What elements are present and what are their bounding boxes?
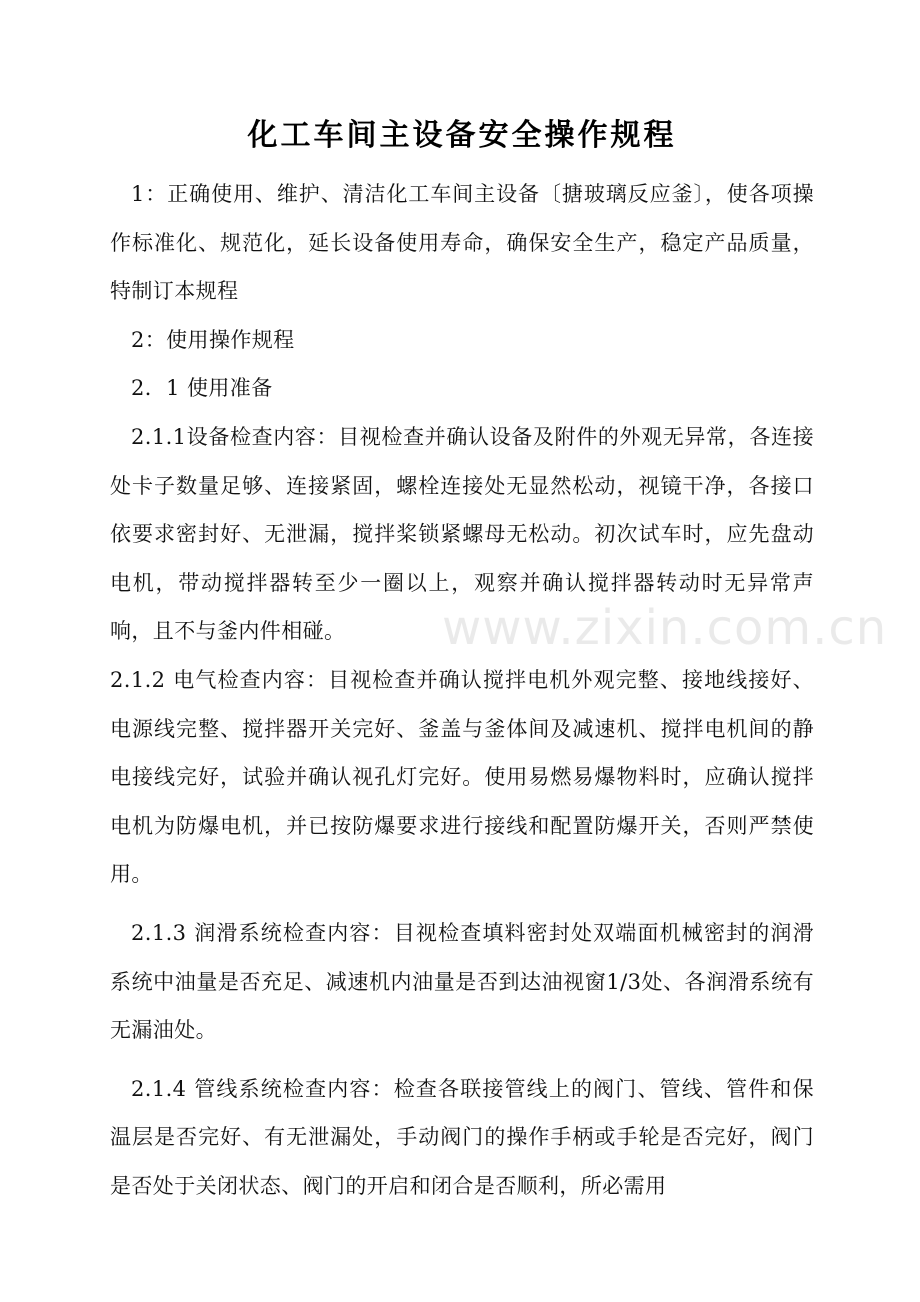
paragraph-section-2: 2：使用操作规程 <box>131 327 295 352</box>
watermark-text: www.zixin.com.cn <box>442 600 888 656</box>
paragraph-equipment-check: 2.1.1设备检查内容：目视检查并确认设备及附件的外观无异常，各连接处卡子数量足够、连接紧固，螺栓连接处无显然松动，视镜干净，各接口依要求密封好、无泄漏，搅拌桨锁紧螺母无松动。初次试车时，应先盘动电机，带动搅拌器转至少一圈以上，观察并确认搅拌器转动时无异常声响，且不与釜内件相碰。 <box>110 424 814 644</box>
paragraph-section-2-1: 2．1 使用准备 <box>131 376 273 401</box>
paragraph-electrical-check: 2.1.2 电气检查内容：目视检查并确认搅拌电机外观完整、接地线接好、电源线完整、搅拌器开关完好、釜盖与釜体间及减速机、搅拌电机间的静电接线完好，试验并确认视孔灯完好。使用易燃易爆物料时，应确认搅拌电机为防爆电机，并已按防爆要求进行接线和配置防爆开关，否则严禁使用。 <box>110 667 814 887</box>
paragraph-pipeline-check: 2.1.4 管线系统检查内容：检查各联接管线上的阀门、管线、管件和保温层是否完好、有无泄漏处，手动阀门的操作手柄或手轮是否完好，阀门是否处于关闭状态、阀门的开启和闭合是否顺利，所必需用 <box>110 1076 814 1198</box>
paragraph-lubrication-check: 2.1.3 润滑系统检查内容：目视检查填料密封处双端面机械密封的润滑系统中油量是否充足、减速机内油量是否到达油视窗1/3处、各润滑系统有无漏油处。 <box>110 920 814 1043</box>
paragraph-purpose: 1：正确使用、维护、清洁化工车间主设备〔搪玻璃反应釜〕，使各项操作标准化、规范化，延长设备使用寿命，确保安全生产，稳定产品质量，特制订本规程 <box>110 182 814 304</box>
page-title: 化工车间主设备安全操作规程 <box>247 118 677 153</box>
